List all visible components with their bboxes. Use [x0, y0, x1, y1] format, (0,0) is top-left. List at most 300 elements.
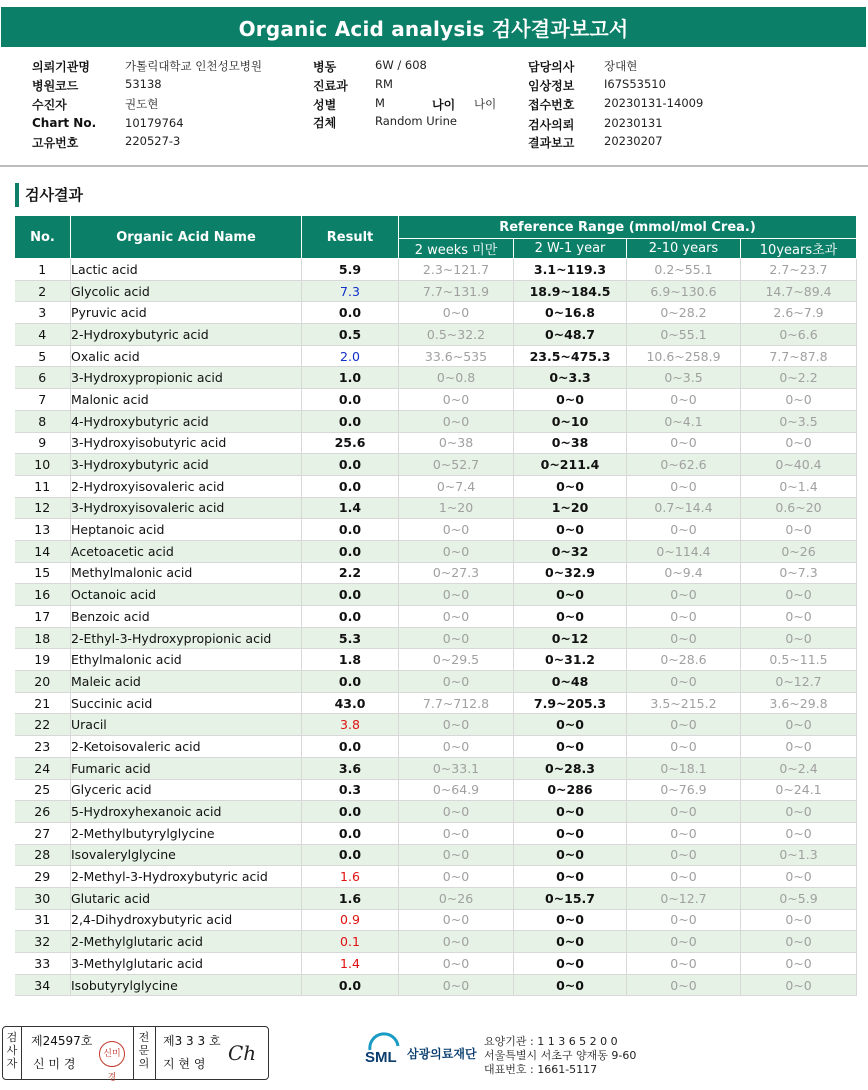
reference-2weeks: 0~0 [399, 866, 514, 888]
reference-2-10years: 0~0 [627, 844, 741, 866]
reference-2-10years: 0~9.4 [627, 562, 741, 584]
table-row [15, 367, 857, 389]
reference-2weeks: 0~0 [399, 844, 514, 866]
reference-2-10years: 0~0 [627, 432, 741, 454]
reference-2weeks: 0~0 [399, 953, 514, 975]
reference-2-10years: 0~28.6 [627, 649, 741, 671]
acid-name: Isobutyrylglycine [71, 974, 302, 996]
reference-2weeks: 1~20 [399, 497, 514, 519]
info-value: I67S53510 [604, 77, 666, 91]
result-value: 5.9 [302, 259, 399, 281]
reference-2w-1year: 0~48.7 [514, 324, 627, 346]
reference-2weeks: 0~0 [399, 519, 514, 541]
result-value: 0.0 [302, 974, 399, 996]
row-number: 22 [15, 714, 71, 736]
reference-2w-1year: 0~0 [514, 801, 627, 823]
row-number: 34 [15, 974, 71, 996]
acid-name: 2-Methylglutaric acid [71, 931, 302, 953]
reference-2weeks: 0~52.7 [399, 454, 514, 476]
info-label: 검사의뢰 [528, 118, 575, 132]
result-value: 1.0 [302, 367, 399, 389]
table-row [15, 540, 857, 562]
reference-2w-1year: 0~16.8 [514, 302, 627, 324]
reference-over10years: 0~0 [741, 519, 857, 541]
row-number: 8 [15, 410, 71, 432]
reference-2w-1year: 0~31.2 [514, 649, 627, 671]
result-value: 1.4 [302, 497, 399, 519]
reference-2-10years: 0~0 [627, 974, 741, 996]
info-value: 권도현 [125, 97, 159, 111]
reference-2weeks: 0~0 [399, 714, 514, 736]
reference-2weeks: 33.6~535 [399, 345, 514, 367]
table-row [15, 779, 857, 801]
info-label: 진료과 [313, 79, 348, 93]
row-number: 7 [15, 389, 71, 411]
reference-2w-1year: 0~12 [514, 627, 627, 649]
reference-over10years: 0~0 [741, 389, 857, 411]
reference-2weeks: 0~0 [399, 671, 514, 693]
reference-2weeks: 0~0 [399, 584, 514, 606]
acid-name: Benzoic acid [71, 606, 302, 628]
info-value: M [375, 96, 385, 110]
acid-name: 5-Hydroxyhexanoic acid [71, 801, 302, 823]
acid-name: Lactic acid [71, 259, 302, 281]
reference-2w-1year: 0~0 [514, 584, 627, 606]
row-number: 16 [15, 584, 71, 606]
table-row [15, 953, 857, 975]
reference-2-10years: 0~0 [627, 475, 741, 497]
reference-2w-1year: 0~3.3 [514, 367, 627, 389]
section-title: 검사결과 [15, 183, 83, 207]
acid-name: Fumaric acid [71, 757, 302, 779]
info-value: Random Urine [375, 114, 457, 128]
sml-logo-icon [364, 1032, 404, 1072]
reference-2weeks: 0~0 [399, 974, 514, 996]
row-number: 10 [15, 454, 71, 476]
reference-over10years: 0~24.1 [741, 779, 857, 801]
reference-2w-1year: 7.9~205.3 [514, 692, 627, 714]
info-label: 병동 [313, 60, 337, 74]
result-value: 3.8 [302, 714, 399, 736]
phone: 대표번호 : 1661-5117 [484, 1063, 598, 1076]
reference-over10years: 0~0 [741, 714, 857, 736]
divider [21, 1027, 22, 1079]
table-row [15, 454, 857, 476]
reference-2-10years: 10.6~258.9 [627, 345, 741, 367]
divider [155, 1027, 156, 1079]
reference-over10years: 0~0 [741, 801, 857, 823]
reference-over10years: 0~0 [741, 736, 857, 758]
result-value: 0.0 [302, 410, 399, 432]
reference-over10years: 0.5~11.5 [741, 649, 857, 671]
row-number: 18 [15, 627, 71, 649]
result-value: 2.0 [302, 345, 399, 367]
reference-2-10years: 0~0 [627, 584, 741, 606]
header-age-group: 2 W-1 year [514, 239, 627, 259]
row-number: 29 [15, 866, 71, 888]
row-number: 5 [15, 345, 71, 367]
reference-over10years: 0~0 [741, 953, 857, 975]
report-title: Organic Acid analysis 검사결과보고서 [1, 7, 866, 47]
acid-name: 2-Ketoisovaleric acid [71, 736, 302, 758]
table-row [15, 410, 857, 432]
tester-stamp: 신미경 [99, 1041, 125, 1067]
row-number: 12 [15, 497, 71, 519]
reference-2weeks: 0~26 [399, 887, 514, 909]
row-number: 25 [15, 779, 71, 801]
signature-box [2, 1026, 269, 1083]
reference-2weeks: 0~0 [399, 389, 514, 411]
table-row [15, 627, 857, 649]
header-reference: Reference Range (mmol/mol Crea.) [399, 216, 857, 239]
result-value: 0.0 [302, 801, 399, 823]
table-row [15, 866, 857, 888]
result-value: 25.6 [302, 432, 399, 454]
info-label: 결과보고 [528, 136, 575, 150]
reference-over10years: 14.7~89.4 [741, 280, 857, 302]
header-result: Result [302, 216, 399, 259]
reference-2weeks: 0~33.1 [399, 757, 514, 779]
reference-over10years: 0~0 [741, 909, 857, 931]
reference-2-10years: 0~3.5 [627, 367, 741, 389]
result-value: 1.4 [302, 953, 399, 975]
result-value: 0.0 [302, 519, 399, 541]
row-number: 17 [15, 606, 71, 628]
patient-info [0, 52, 868, 164]
header-age-group: 10years초과 [741, 239, 857, 259]
reference-2w-1year: 0~0 [514, 822, 627, 844]
info-value: 220527-3 [125, 134, 181, 148]
reference-2weeks: 0~0.8 [399, 367, 514, 389]
acid-name: 2-Methyl-3-Hydroxybutyric acid [71, 866, 302, 888]
acid-name: 4-Hydroxybutyric acid [71, 410, 302, 432]
table-row [15, 736, 857, 758]
info-value: 6W / 608 [375, 58, 427, 72]
reference-over10years: 0~12.7 [741, 671, 857, 693]
reference-2w-1year: 3.1~119.3 [514, 259, 627, 281]
reference-over10years: 0~6.6 [741, 324, 857, 346]
result-value: 1.6 [302, 866, 399, 888]
table-row [15, 345, 857, 367]
row-number: 21 [15, 692, 71, 714]
acid-name: 3-Hydroxyisobutyric acid [71, 432, 302, 454]
row-number: 6 [15, 367, 71, 389]
reference-2w-1year: 0~0 [514, 909, 627, 931]
acid-name: Pyruvic acid [71, 302, 302, 324]
result-value: 43.0 [302, 692, 399, 714]
acid-name: Ethylmalonic acid [71, 649, 302, 671]
info-label: 의뢰기관명 [32, 60, 90, 74]
reference-2w-1year: 0~0 [514, 844, 627, 866]
acid-name: Malonic acid [71, 389, 302, 411]
result-value: 0.0 [302, 606, 399, 628]
header-age-group: 2-10 years [627, 239, 741, 259]
reference-2-10years: 0~114.4 [627, 540, 741, 562]
acid-name: 3-Methylglutaric acid [71, 953, 302, 975]
signature: Ch [228, 1041, 257, 1065]
acid-name: Isovalerylglycine [71, 844, 302, 866]
row-number: 11 [15, 475, 71, 497]
result-value: 5.3 [302, 627, 399, 649]
results-body [15, 259, 857, 996]
reference-2w-1year: 0~0 [514, 475, 627, 497]
acid-name: Maleic acid [71, 671, 302, 693]
row-number: 28 [15, 844, 71, 866]
reference-2w-1year: 0~0 [514, 606, 627, 628]
reference-2weeks: 0~0 [399, 410, 514, 432]
tester-label: 검사자 [6, 1031, 18, 1070]
acid-name: Succinic acid [71, 692, 302, 714]
info-value: 20230207 [604, 134, 663, 148]
row-number: 1 [15, 259, 71, 281]
reference-2-10years: 0~0 [627, 606, 741, 628]
info-label: 병원코드 [32, 79, 79, 93]
reference-2-10years: 0~28.2 [627, 302, 741, 324]
row-number: 26 [15, 801, 71, 823]
info-label: 고유번호 [32, 136, 79, 150]
reference-2-10years: 0.7~14.4 [627, 497, 741, 519]
header-no: No. [15, 216, 71, 259]
reference-2weeks: 0~64.9 [399, 779, 514, 801]
reference-2weeks: 0~38 [399, 432, 514, 454]
acid-name: Glycolic acid [71, 280, 302, 302]
reference-2-10years: 0~62.6 [627, 454, 741, 476]
reference-2-10years: 6.9~130.6 [627, 280, 741, 302]
reference-over10years: 0~0 [741, 627, 857, 649]
acid-name: 2,4-Dihydroxybutyric acid [71, 909, 302, 931]
reference-2-10years: 0~0 [627, 519, 741, 541]
reference-over10years: 0~0 [741, 822, 857, 844]
reference-2-10years: 0~0 [627, 909, 741, 931]
confirm-label: 전문의 [138, 1031, 150, 1070]
acid-name: 2-Ethyl-3-Hydroxypropionic acid [71, 627, 302, 649]
reference-2-10years: 0~0 [627, 627, 741, 649]
acid-name: Glutaric acid [71, 887, 302, 909]
reference-2-10years: 0~0 [627, 866, 741, 888]
reference-2weeks: 0~0 [399, 302, 514, 324]
reference-2w-1year: 23.5~475.3 [514, 345, 627, 367]
info-label: Chart No. [32, 116, 97, 130]
row-number: 20 [15, 671, 71, 693]
row-number: 32 [15, 931, 71, 953]
result-value: 0.0 [302, 302, 399, 324]
institution-code: 요양기관 : 1 1 3 6 5 2 0 0 [484, 1035, 618, 1048]
reference-over10years: 0~0 [741, 606, 857, 628]
acid-name: Oxalic acid [71, 345, 302, 367]
acid-name: Octanoic acid [71, 584, 302, 606]
table-row [15, 931, 857, 953]
acid-name: 3-Hydroxyisovaleric acid [71, 497, 302, 519]
reference-over10years: 0~0 [741, 931, 857, 953]
table-row [15, 519, 857, 541]
result-value: 0.0 [302, 584, 399, 606]
reference-2weeks: 7.7~712.8 [399, 692, 514, 714]
table-row [15, 909, 857, 931]
table-row [15, 280, 857, 302]
reference-2-10years: 0~18.1 [627, 757, 741, 779]
reference-over10years: 7.7~87.8 [741, 345, 857, 367]
info-value: 장대현 [604, 59, 638, 73]
reference-2-10years: 0~55.1 [627, 324, 741, 346]
reference-over10years: 0~3.5 [741, 410, 857, 432]
row-number: 19 [15, 649, 71, 671]
info-value: 나이 [474, 97, 497, 111]
info-label: 담당의사 [528, 60, 575, 74]
table-row [15, 497, 857, 519]
reference-over10years: 0~0 [741, 866, 857, 888]
divider [133, 1027, 134, 1079]
row-number: 13 [15, 519, 71, 541]
reference-2weeks: 0~0 [399, 627, 514, 649]
reference-2-10years: 0~0 [627, 389, 741, 411]
info-value: 가톨릭대학교 인천성모병원 [125, 59, 262, 73]
result-value: 0.1 [302, 931, 399, 953]
reference-2-10years: 0~76.9 [627, 779, 741, 801]
reference-2w-1year: 0~0 [514, 389, 627, 411]
reference-2-10years: 0~4.1 [627, 410, 741, 432]
result-value: 0.5 [302, 324, 399, 346]
reference-2-10years: 0~0 [627, 714, 741, 736]
confirm-license: 제3 3 3 호 [163, 1034, 221, 1048]
table-row [15, 259, 857, 281]
results-table [14, 215, 857, 996]
reference-2weeks: 0~7.4 [399, 475, 514, 497]
table-row [15, 801, 857, 823]
acid-name: Heptanoic acid [71, 519, 302, 541]
reference-2w-1year: 0~48 [514, 671, 627, 693]
reference-2w-1year: 0~0 [514, 736, 627, 758]
reference-2w-1year: 1~20 [514, 497, 627, 519]
reference-2-10years: 0~0 [627, 801, 741, 823]
table-row [15, 887, 857, 909]
acid-name: 2-Hydroxyisovaleric acid [71, 475, 302, 497]
reference-2-10years: 3.5~215.2 [627, 692, 741, 714]
row-number: 27 [15, 822, 71, 844]
table-row [15, 692, 857, 714]
info-label: 나이 [432, 98, 456, 112]
reference-2w-1year: 0~38 [514, 432, 627, 454]
reference-2w-1year: 0~0 [514, 519, 627, 541]
confirm-name: 지 현 영 [163, 1057, 206, 1071]
address: 서울특별시 서초구 양재동 9-60 [484, 1049, 637, 1062]
result-value: 2.2 [302, 562, 399, 584]
reference-2weeks: 0~0 [399, 606, 514, 628]
info-value: 20230131 [604, 116, 663, 130]
result-value: 0.0 [302, 540, 399, 562]
reference-over10years: 0.6~20 [741, 497, 857, 519]
info-value: 20230131-14009 [604, 96, 704, 110]
info-value: RM [375, 77, 393, 91]
row-number: 23 [15, 736, 71, 758]
acid-name: 3-Hydroxybutyric acid [71, 454, 302, 476]
info-value: 53138 [125, 77, 162, 91]
header-age-group: 2 weeks 미만 [399, 239, 514, 259]
reference-2weeks: 2.3~121.7 [399, 259, 514, 281]
result-value: 0.9 [302, 909, 399, 931]
reference-2weeks: 0~0 [399, 540, 514, 562]
acid-name: Acetoacetic acid [71, 540, 302, 562]
info-value: 10179764 [125, 116, 184, 130]
reference-2w-1year: 0~0 [514, 953, 627, 975]
acid-name: Methylmalonic acid [71, 562, 302, 584]
reference-over10years: 0~0 [741, 584, 857, 606]
result-value: 0.0 [302, 389, 399, 411]
info-label: 성별 [313, 98, 337, 112]
reference-over10years: 0~2.4 [741, 757, 857, 779]
tester-license: 제24597호 [31, 1034, 93, 1048]
row-number: 33 [15, 953, 71, 975]
reference-over10years: 3.6~29.8 [741, 692, 857, 714]
table-row [15, 714, 857, 736]
table-row [15, 649, 857, 671]
info-label: 수진자 [32, 98, 67, 112]
reference-2-10years: 0.2~55.1 [627, 259, 741, 281]
row-number: 24 [15, 757, 71, 779]
reference-over10years: 0~0 [741, 974, 857, 996]
reference-2-10years: 0~0 [627, 736, 741, 758]
table-row [15, 324, 857, 346]
reference-2w-1year: 0~32 [514, 540, 627, 562]
table-row [15, 606, 857, 628]
reference-over10years: 0~26 [741, 540, 857, 562]
tester-name: 신 미 경 [33, 1057, 76, 1071]
result-value: 0.3 [302, 779, 399, 801]
org-name: 삼광의료재단 [407, 1047, 477, 1061]
result-value: 0.0 [302, 454, 399, 476]
table-row [15, 822, 857, 844]
row-number: 15 [15, 562, 71, 584]
result-value: 0.0 [302, 736, 399, 758]
row-number: 14 [15, 540, 71, 562]
reference-2weeks: 0~0 [399, 736, 514, 758]
result-value: 1.8 [302, 649, 399, 671]
reference-2w-1year: 0~0 [514, 974, 627, 996]
reference-over10years: 0~40.4 [741, 454, 857, 476]
reference-over10years: 0~0 [741, 432, 857, 454]
reference-2-10years: 0~0 [627, 931, 741, 953]
row-number: 4 [15, 324, 71, 346]
table-row [15, 432, 857, 454]
reference-2w-1year: 0~32.9 [514, 562, 627, 584]
reference-over10years: 0~1.3 [741, 844, 857, 866]
row-number: 9 [15, 432, 71, 454]
reference-over10years: 2.7~23.7 [741, 259, 857, 281]
reference-2w-1year: 0~286 [514, 779, 627, 801]
reference-2w-1year: 0~211.4 [514, 454, 627, 476]
acid-name: 2-Methylbutyrylglycine [71, 822, 302, 844]
reference-2weeks: 0~29.5 [399, 649, 514, 671]
reference-2weeks: 0~0 [399, 801, 514, 823]
result-value: 0.0 [302, 844, 399, 866]
result-value: 0.0 [302, 671, 399, 693]
result-value: 1.6 [302, 887, 399, 909]
table-row [15, 475, 857, 497]
table-row [15, 757, 857, 779]
reference-2weeks: 0~0 [399, 931, 514, 953]
reference-2weeks: 0~0 [399, 909, 514, 931]
reference-over10years: 0~7.3 [741, 562, 857, 584]
reference-2w-1year: 0~0 [514, 931, 627, 953]
reference-over10years: 0~5.9 [741, 887, 857, 909]
reference-over10years: 0~2.2 [741, 367, 857, 389]
reference-2w-1year: 0~0 [514, 866, 627, 888]
reference-2w-1year: 0~15.7 [514, 887, 627, 909]
table-row [15, 562, 857, 584]
header-divider [0, 165, 868, 167]
table-row [15, 302, 857, 324]
table-row [15, 974, 857, 996]
reference-2w-1year: 0~28.3 [514, 757, 627, 779]
